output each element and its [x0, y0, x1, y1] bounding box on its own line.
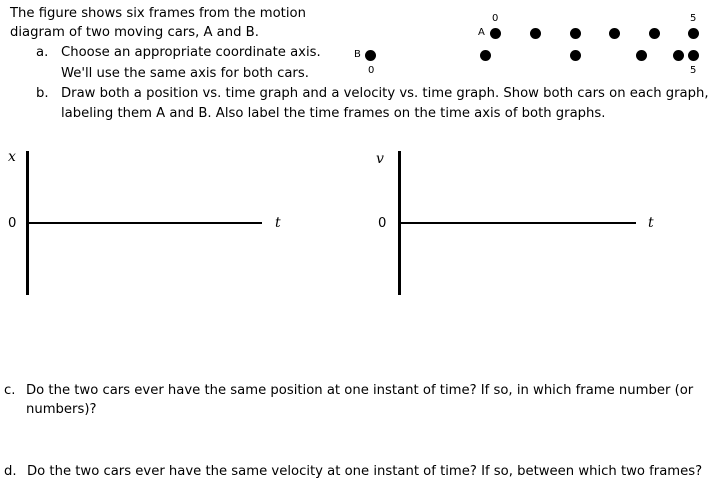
intro-line-1: The figure shows six frames from the motion	[10, 6, 306, 21]
part-d-line-1: Do the two cars ever have the same velocity at one instant of time? If so, between which two frames?	[27, 464, 703, 479]
part-a-line-2: We'll use the same axis for both cars.	[61, 66, 309, 81]
car-b-frame-4-dot	[673, 50, 684, 61]
car-a-frame-1-dot	[530, 28, 541, 39]
intro-line-2: diagram of two moving cars, A and B.	[10, 25, 259, 40]
car-b-frame-2-dot	[570, 50, 581, 61]
car-a-last-frame-label: 5	[690, 13, 697, 24]
part-a-marker: a.	[36, 45, 49, 60]
position-t-axis-label: t	[275, 215, 281, 231]
part-c-line-1: Do the two cars ever have the same position at one instant of time? If so, in which frame number (or	[26, 383, 694, 398]
part-b-line-1: Draw both a position vs. time graph and a velocity vs. time graph. Show both cars on each graph,	[61, 86, 709, 101]
car-a-frame-0-dot	[490, 28, 501, 39]
position-y-axis-label: x	[8, 149, 16, 165]
car-a-frame-2-dot	[570, 28, 581, 39]
part-d-marker: d.	[4, 464, 17, 479]
car-a-frame-5-dot	[688, 28, 699, 39]
velocity-t-axis-label: t	[648, 215, 654, 231]
car-a-frame-3-dot	[609, 28, 620, 39]
part-b-marker: b.	[36, 86, 49, 101]
car-a-first-frame-label: 0	[492, 13, 499, 24]
car-b-frame-3-dot	[636, 50, 647, 61]
velocity-origin-label: 0	[378, 216, 387, 231]
car-a-frame-4-dot	[649, 28, 660, 39]
velocity-y-axis-label: v	[376, 151, 384, 167]
car-b-frame-1-dot	[480, 50, 491, 61]
car-b-label: B	[354, 49, 361, 60]
part-c-marker: c.	[4, 383, 16, 398]
car-b-frame-0-dot	[365, 50, 376, 61]
car-b-frame-5-dot	[688, 50, 699, 61]
part-c-line-2: numbers)?	[26, 402, 97, 417]
car-b-first-frame-label: 0	[368, 65, 375, 76]
car-a-label: A	[478, 27, 485, 38]
position-t-axis	[26, 222, 262, 224]
part-b-line-2: labeling them A and B. Also label the time frames on the time axis of both graphs.	[61, 106, 606, 121]
position-origin-label: 0	[8, 216, 17, 231]
part-a-line-1: Choose an appropriate coordinate axis.	[61, 45, 321, 60]
velocity-t-axis	[398, 222, 636, 224]
car-b-last-frame-label: 5	[690, 65, 697, 76]
